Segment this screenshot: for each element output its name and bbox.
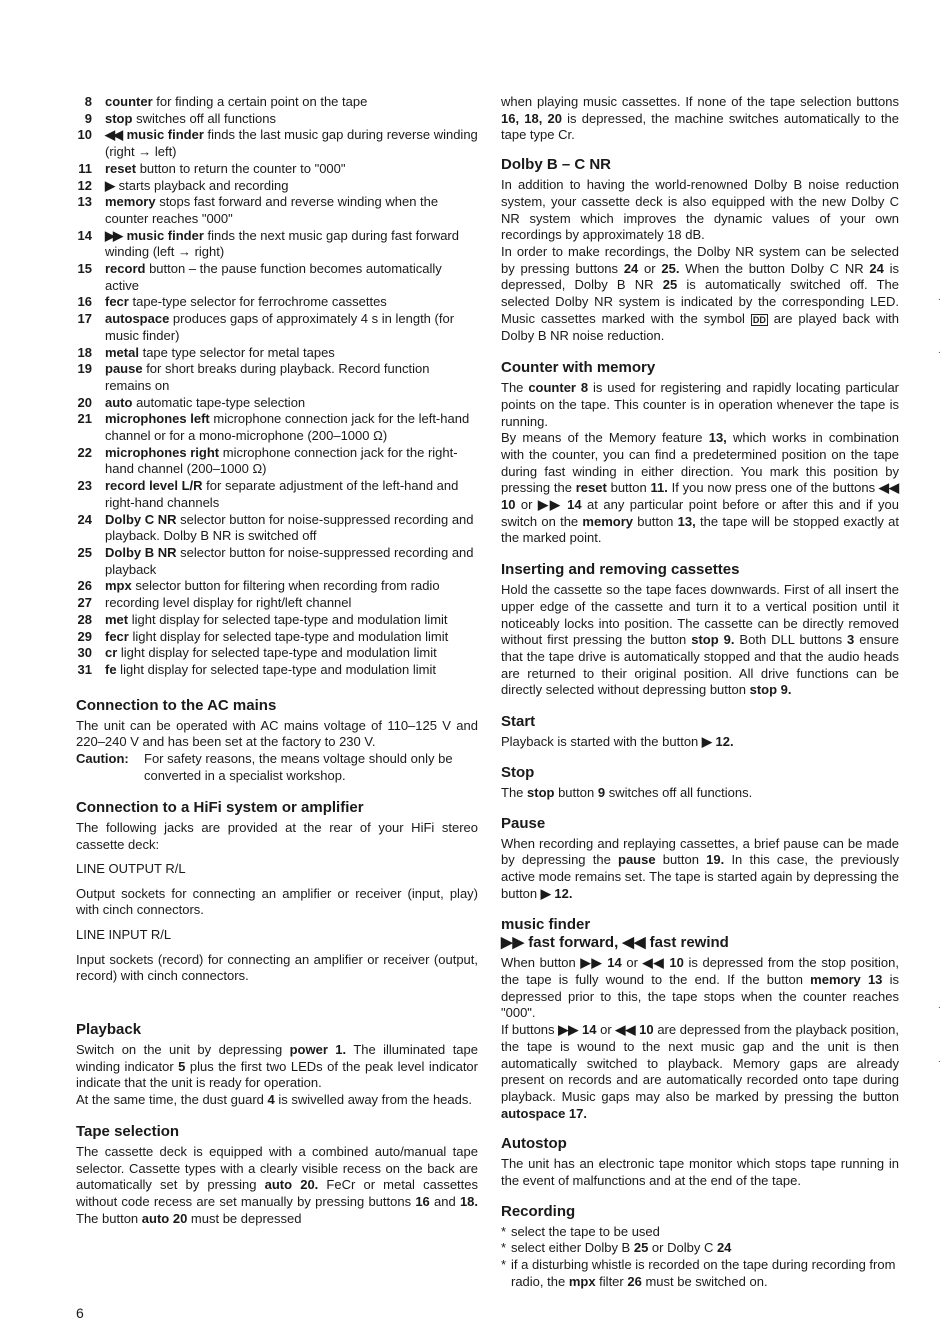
legend-term: autospace xyxy=(105,311,170,327)
transport-symbol-icon: ▶ xyxy=(105,177,113,193)
control-legend xyxy=(76,94,478,679)
legend-number: 16 xyxy=(77,294,92,310)
legend-item xyxy=(76,411,478,444)
dolby-text-1: In addition to having the world-renowned Dolby B noise reduction system, your cassette deck is also equipped with the new Dolby C NR system which improves the dynamic values of your own recordings by approximately 18 dB. xyxy=(501,177,899,243)
legend-description: finds the last music gap during reverse winding (right → left) xyxy=(105,127,478,160)
section-title: Stop xyxy=(501,763,535,781)
section-dolby xyxy=(501,156,899,345)
margin-mark: . xyxy=(938,345,941,356)
legend-description: light display for selected tape-type and modulation limit xyxy=(128,611,448,627)
legend-number: 30 xyxy=(77,645,92,661)
section-title: Counter with memory xyxy=(501,359,656,377)
line-output-text: Output sockets for connecting an amplifier or receiver (input, play) with cinch connectors. xyxy=(76,885,478,918)
section-counter-memory xyxy=(501,359,899,547)
legend-term: record level L/R xyxy=(105,478,203,494)
legend-number: 13 xyxy=(77,194,92,210)
section-subtitle: ▶▶ fast forward, ◀◀ fast rewind xyxy=(501,934,729,952)
legend-description: for separate adjustment of the left-hand and right-hand channels xyxy=(105,478,459,510)
legend-description: stops fast forward and reverse winding when the counter reaches "000" xyxy=(105,194,439,226)
recording-step-2: * select either Dolby B 25 or Dolby C 24 xyxy=(501,1240,899,1257)
legend-item xyxy=(76,662,478,679)
legend-description: automatic tape-type selection xyxy=(132,394,306,410)
legend-number: 24 xyxy=(77,511,92,527)
legend-number: 15 xyxy=(77,261,92,277)
legend-description: microphone connection jack for the left-hand channel or for a mono-microphone (200–1000 Ω) xyxy=(105,411,470,444)
legend-description: microphone connection jack for the right-hand channel (200–1000 Ω) xyxy=(105,444,458,477)
legend-number: 9 xyxy=(84,110,92,126)
legend-number: 22 xyxy=(77,444,92,460)
legend-number: 17 xyxy=(77,311,92,327)
caution-label: Caution: xyxy=(76,751,129,767)
legend-description: for short breaks during playback. Record function remains on xyxy=(105,361,430,393)
legend-item xyxy=(76,127,478,160)
legend-item xyxy=(76,512,478,545)
section-title: Playback xyxy=(76,1021,142,1039)
section-title: Connection to a HiFi system or amplifier xyxy=(76,799,364,817)
legend-term: record xyxy=(105,261,146,277)
legend-description: light display for selected tape-type and modulation limit xyxy=(117,645,437,661)
legend-term: reset xyxy=(105,160,137,176)
legend-description: light display for selected tape-type and modulation limit xyxy=(116,661,436,677)
legend-term: music finder xyxy=(123,227,204,243)
legend-term: music finder xyxy=(123,127,204,143)
continuation-text: when playing music cassettes. If none of the tape selection buttons 16, 18, 20 is depressed, the machine switches automatically to the tape type Cr. xyxy=(501,94,900,143)
section-title: Connection to the AC mains xyxy=(76,696,277,714)
legend-item xyxy=(76,612,478,629)
legend-number: 12 xyxy=(77,177,92,193)
legend-number: 21 xyxy=(77,411,92,427)
legend-term: auto xyxy=(105,394,133,410)
tape-selection-text: The cassette deck is equipped with a combined auto/manual tape selector. Cassette types with a clearly visible recess on the back are automatically set by pressing auto 20. FeCr or metal cassettes without code recess are set manually by pressing buttons 16 and 18. The button auto 20 must be depressed xyxy=(76,1143,479,1226)
section-autostop xyxy=(501,1135,899,1189)
recording-step-1: * select the tape to be used xyxy=(501,1224,899,1241)
page-number: 6 xyxy=(76,1305,84,1321)
legend-item xyxy=(76,194,478,227)
legend-item xyxy=(76,445,478,478)
legend-number: 25 xyxy=(77,544,92,560)
legend-description: for finding a certain point on the tape xyxy=(152,94,368,109)
legend-term: fecr xyxy=(105,628,129,644)
section-stop xyxy=(501,764,899,802)
legend-item xyxy=(76,294,478,311)
legend-item xyxy=(76,395,478,412)
start-text: Playback is started with the button ▶ 12. xyxy=(501,734,734,750)
stop-text: The stop button 9 switches off all functions. xyxy=(501,784,753,800)
legend-number: 20 xyxy=(77,394,92,410)
legend-description: switches off all functions xyxy=(132,110,277,126)
legend-term: stop xyxy=(105,110,133,126)
line-output-label: LINE OUTPUT R/L xyxy=(76,860,186,876)
legend-number: 27 xyxy=(77,595,92,611)
legend-item xyxy=(76,161,478,178)
inserting-text: Hold the cassette so the tape faces downwards. First of all insert the upper edge of the cassette and turn it to a vertical position until it noticeably locks into position. The cassette can be directly removed without first pressing the button stop 9. Both DLL buttons 3 ensure that the tape drive is automatically stopped and that the audio heads are returned to their original position. All drive functions can be directly selected without depressing button stop 9. xyxy=(501,582,899,698)
music-finder-text-2: If buttons ▶▶ 14 or ◀◀ 10 are depressed from the playback position, the tape is wound to the next music gap and the unit is then automatically switched to playback. Memory gaps are already present on records and are automatically recorded onto tape during playback. Music gaps may also be marked by pressing the button autospace 17. xyxy=(501,1022,899,1121)
legend-number: 28 xyxy=(77,611,92,627)
caution-note xyxy=(76,751,478,784)
legend-term: cr xyxy=(105,645,118,661)
playback-text-2: At the same time, the dust guard 4 is swivelled away from the heads. xyxy=(76,1092,472,1108)
legend-description: selector button for filtering when recording from radio xyxy=(131,578,440,594)
section-title: Pause xyxy=(501,814,546,832)
legend-number: 29 xyxy=(77,628,92,644)
margin-mark: . xyxy=(938,1054,941,1065)
legend-term: microphones right xyxy=(105,444,220,460)
legend-number: 26 xyxy=(77,578,92,594)
legend-description: tape type selector for metal tapes xyxy=(138,344,335,360)
recording-step-3: * if a disturbing whistle is recorded on the tape during recording from radio, the mpx filter 26 must be switched on. xyxy=(501,1257,899,1290)
legend-item xyxy=(76,595,478,612)
section-ac-mains xyxy=(76,697,478,785)
section-title: Inserting and removing cassettes xyxy=(501,561,740,579)
section-inserting xyxy=(501,561,899,699)
legend-description: light display for selected tape-type and modulation limit xyxy=(128,628,449,644)
legend-description: tape-type selector for ferrochrome cassettes xyxy=(128,294,387,310)
section-title: Dolby B – C NR xyxy=(501,156,612,174)
legend-item xyxy=(76,578,478,595)
legend-term: memory xyxy=(105,194,156,210)
transport-symbol-icon: ▶▶ xyxy=(105,227,121,243)
section-title: Start xyxy=(501,713,536,731)
legend-description: selector button for noise-suppressed recording and playback xyxy=(105,544,474,577)
legend-number: 14 xyxy=(77,227,92,243)
playback-text-1: Switch on the unit by depressing power 1. The illuminated tape winding indicator 5 plus the first two LEDs of the peak level indicator indicate that the unit is ready for operation. xyxy=(76,1042,478,1091)
transport-symbol-icon: ◀◀ xyxy=(105,127,121,143)
legend-description: button – the pause function becomes automatically active xyxy=(105,261,442,293)
section-pause xyxy=(501,815,899,903)
legend-term: Dolby B NR xyxy=(105,544,177,560)
right-column xyxy=(501,94,899,1291)
legend-item xyxy=(76,645,478,662)
legend-term: Dolby C NR xyxy=(105,511,177,527)
legend-item xyxy=(76,545,478,578)
legend-number: 18 xyxy=(77,344,92,360)
ac-mains-text: The unit can be operated with AC mains voltage of 110–125 V and 220–240 V and has been set at the factory to 230 V. xyxy=(76,717,478,750)
legend-number: 31 xyxy=(77,661,92,677)
legend-term: counter xyxy=(105,94,153,109)
legend-item xyxy=(76,361,478,394)
counter-text-1: The counter 8 is used for registering and rapidly locating particular points on the tape. This counter is in operation whenever the tape is running. xyxy=(501,380,900,429)
section-start xyxy=(501,713,899,751)
legend-item xyxy=(76,178,478,195)
legend-number: 10 xyxy=(77,127,92,143)
section-hifi xyxy=(76,799,478,985)
legend-item xyxy=(76,228,478,261)
legend-term: fe xyxy=(105,661,117,677)
legend-number: 23 xyxy=(77,478,92,494)
legend-term: pause xyxy=(105,361,143,377)
legend-number: 8 xyxy=(84,94,92,109)
left-column xyxy=(76,94,478,1227)
legend-item xyxy=(76,345,478,362)
hifi-intro: The following jacks are provided at the rear of your HiFi stereo cassette deck: xyxy=(76,820,478,853)
legend-description: starts playback and recording xyxy=(115,177,289,193)
dolby-text-2: In order to make recordings, the Dolby NR system can be selected by pressing buttons 24 or 25. When the button Dolby C NR 24 is depressed, Dolby B NR 25 is automatically switched off. The selected Dolby NR system is indicated by the corresponding LED. Music cassettes marked with the symbol DD are played back with Dolby B NR noise reduction. xyxy=(501,243,900,344)
legend-item xyxy=(76,478,478,511)
dolby-symbol: DD xyxy=(752,314,766,325)
section-title: Recording xyxy=(501,1202,576,1220)
legend-number: 11 xyxy=(78,160,92,176)
legend-description: finds the next music gap during fast forward winding (left → right) xyxy=(105,227,459,260)
legend-term: microphones left xyxy=(105,411,210,427)
legend-term: mpx xyxy=(105,578,132,594)
line-input-label: LINE INPUT R/L xyxy=(76,926,172,942)
legend-number: 19 xyxy=(77,361,92,377)
legend-item xyxy=(76,111,478,128)
counter-text-2: By means of the Memory feature 13, which works in combination with the counter, you can find a predetermined position on the tape during fast winding in either direction. You mark this position by pressing the reset button 11. If you now press one of the buttons ◀◀ 10 or ▶▶ 14 at any particular point before or after this and if you switch on the memory button 13, the tape will be stopped exactly at the marked point. xyxy=(501,430,900,546)
music-finder-text-1: When button ▶▶ 14 or ◀◀ 10 is depressed from the stop position, the tape is fully wound to the end. If the button memory 13 is depressed prior to this, the tape stops when the counter reaches "000". xyxy=(501,955,900,1021)
section-recording xyxy=(501,1203,899,1291)
section-tape-selection xyxy=(76,1123,478,1228)
autostop-text: The unit has an electronic tape monitor which stops tape running in the event of malfunctions and at the end of the tape. xyxy=(501,1156,899,1189)
margin-mark: . xyxy=(938,292,941,303)
section-playback xyxy=(76,1021,478,1109)
section-music-finder xyxy=(501,916,899,1122)
margin-mark: . xyxy=(938,1000,941,1011)
legend-description: recording level display for right/left channel xyxy=(105,595,352,611)
legend-description: button to return the counter to "000" xyxy=(136,160,346,176)
line-input-text: Input sockets (record) for connecting an amplifier or receiver (output, record) with cinch connectors. xyxy=(76,951,478,984)
section-title: Autostop xyxy=(501,1135,567,1153)
legend-item xyxy=(76,261,478,294)
legend-term: metal xyxy=(105,344,139,360)
legend-description: produces gaps of approximately 4 s in length (for music finder) xyxy=(105,311,455,343)
legend-item xyxy=(76,94,478,111)
legend-item xyxy=(76,311,478,344)
section-title: music finder xyxy=(501,916,591,934)
section-title: Tape selection xyxy=(76,1122,180,1140)
pause-text: When recording and replaying cassettes, a brief pause can be made by depressing the pause button 19. In this case, the previously active mode remains set. The tape is started again by depressing the button ▶ 12. xyxy=(501,835,899,901)
caution-text: For safety reasons, the means voltage should only be converted in a specialist workshop. xyxy=(144,751,453,783)
legend-description: selector button for noise-suppressed recording and playback. Dolby B NR is switched off xyxy=(105,511,474,544)
legend-term: fecr xyxy=(105,294,129,310)
legend-item xyxy=(76,629,478,646)
legend-term: met xyxy=(105,611,129,627)
